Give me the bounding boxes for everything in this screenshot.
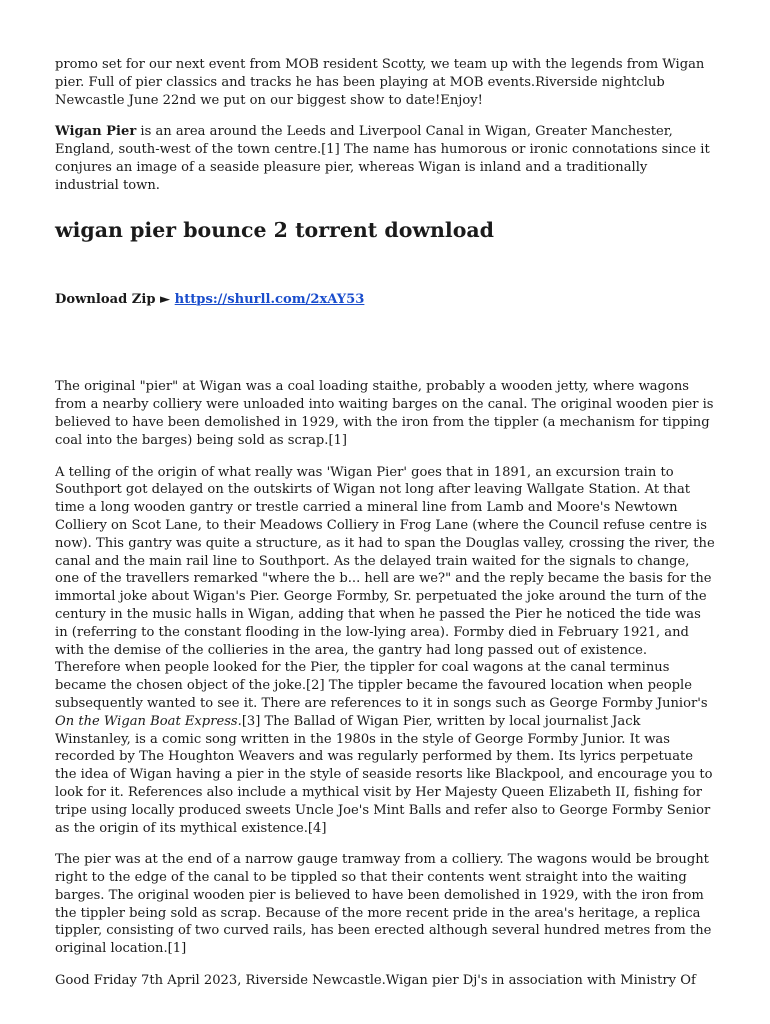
download-line (55, 291, 715, 309)
definition-paragraph (55, 123, 715, 194)
spacer (55, 322, 715, 378)
definition-term: Wigan Pier (55, 124, 137, 140)
body-paragraph-3: The pier was at the end of a narrow gauge tramway from a colliery. The wagons would be brought right to the edge of the canal to be tippled so that their contents went straight into the waiting barges. The original wooden pier is believed to have been demolished in 1929, with the iron from the tippler being sold as scrap. Because of the more recent pride in the area's heritage, a replica tippler, consisting of two curved rails, has been erected although several hundred metres from the original location.[1] (55, 852, 712, 957)
download-link[interactable]: https://shurll.com/2xAY53 (174, 291, 365, 307)
body-paragraph-2 (55, 464, 715, 838)
paragraph-2-text-a: A telling of the origin of what really was 'Wigan Pier' goes that in 1891, an excursion train to Southport got delayed on the outskirts of Wigan not long after leaving Wallgate Station. At that time a long wooden gantry or trestle carried a mineral line from Lamb and Moore's Newtown Colliery on Scot Lane, to their Meadows Colliery in Frog Lane (where the Council refuse centre is now). This gantry was quite a structure, as it had to span the Douglas valley, crossing the river, the canal and the main rail line to Southport. As the delayed train waited for the signals to change, one of the travellers remarked "where the b... hell are we?" and the reply became the basis for the immortal joke about Wigan's Pier. George Formby, Sr. perpetuated the joke around the turn of the century in the music halls in Wigan, adding that when he passed the Pier he noticed the tide was in (referring to the constant flooding in the low-lying area). Formby died in February 1921, and with the demise of the collieries in the area, the gantry had long passed out of existence. Therefore when people looked for the Pier, the tippler for coal wagons at the canal terminus became the chosen object of the joke.[2] The tippler became the favoured location when people subsequently wanted to see it. There are references to it in songs such as George Formby Junior's (55, 464, 715, 711)
download-label: Download Zip ► (55, 291, 175, 307)
body-paragraph-1: The original "pier" at Wigan was a coal loading staithe, probably a wooden jetty, where wagons from a nearby colliery were unloaded into waiting barges on the canal. The original wooden pier is believed to have been demolished in 1929, with the iron from the tippler (a mechanism for tipping coal into the barges) being sold as scrap.[1] (55, 379, 714, 448)
definition-text: is an area around the Leeds and Liverpool Canal in Wigan, Greater Manchester, England, south-west of the town centre.[1] The name has humorous or ironic connotations since it conjures an image of a seaside pleasure pier, whereas Wigan is inland and a traditionally industrial town. (55, 124, 710, 193)
page-heading: wigan pier bounce 2 torrent download (55, 217, 495, 242)
body-paragraph-4: Good Friday 7th April 2023, Riverside Newcastle.Wigan pier Dj's in association with Ministry Of (55, 973, 696, 989)
song-title-italic: On the Wigan Boat Express. (55, 713, 242, 729)
intro-paragraph: promo set for our next event from MOB resident Scotty, we team up with the legends from Wigan pier. Full of pier classics and tracks he has been playing at MOB events.Riverside nightclub Newcastle June 22nd we put on our biggest show to date!Enjoy! (55, 57, 705, 108)
paragraph-2-text-b: [3] The Ballad of Wigan Pier, written by local journalist Jack Winstanley, is a comic song written in the 1980s in the style of George Formby Junior. It was recorded by The Houghton Weavers and was regularly performed by them. Its lyrics perpetuate the idea of Wigan having a pier in the style of seaside resorts like Blackpool, and encourage you to look for it. References also include a mythical visit by Her Majesty Queen Elizabeth II, fishing for tripe using locally produced sweets Uncle Joe's Mint Balls and refer also to George Formby Senior as the origin of its mythical existence.[4] (55, 713, 713, 836)
